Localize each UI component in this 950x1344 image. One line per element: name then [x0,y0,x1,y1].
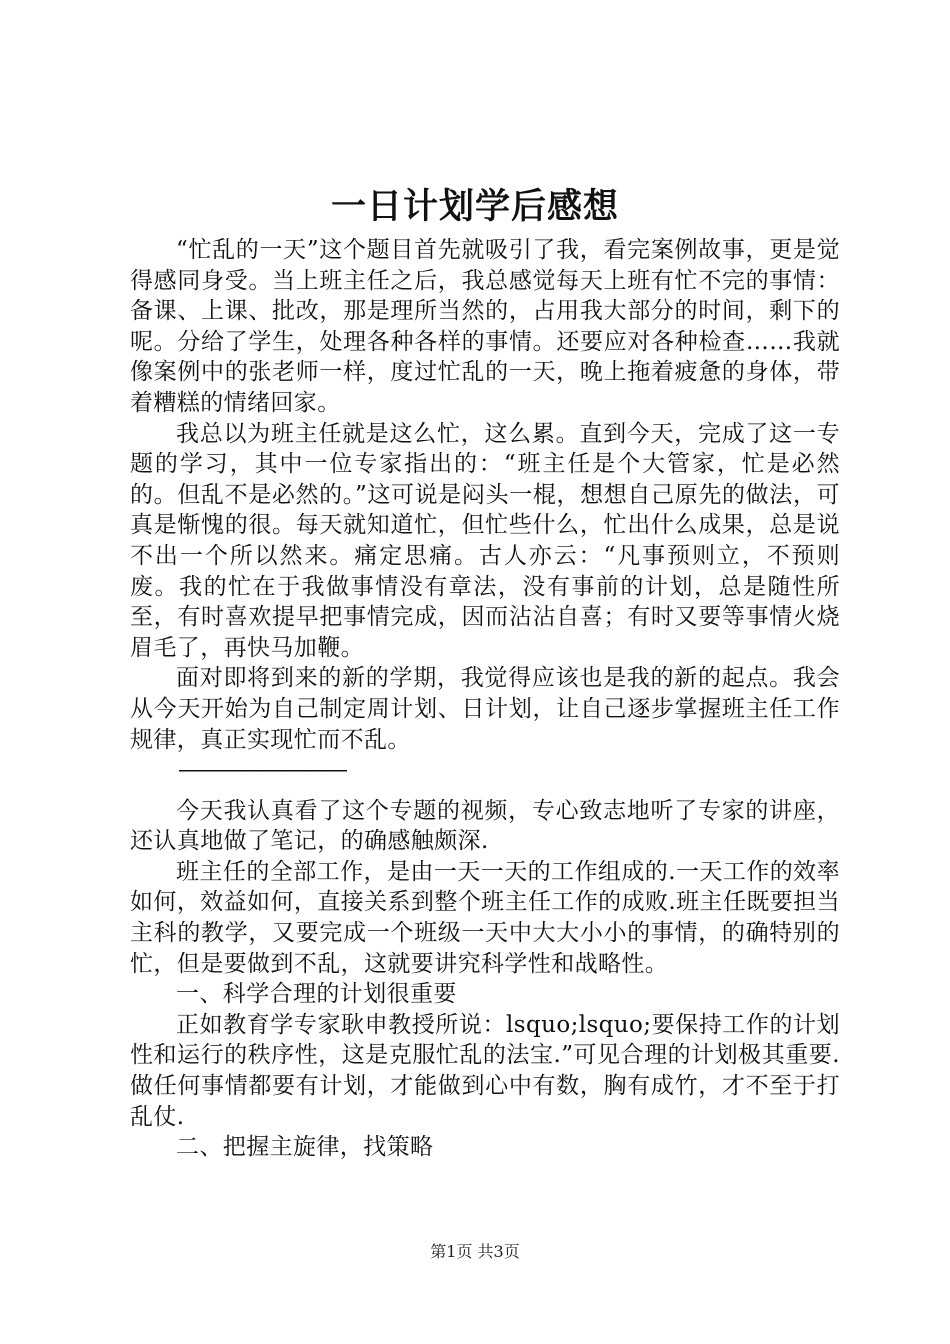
paragraph: 面对即将到来的新的学期，我觉得应该也是我的新的起点。我会从今天开始为自己制定周计划、日计划，让自己逐步掌握班主任工作规律，真正实现忙而不乱。 [130,665,840,753]
paragraph: 正如教育学专家耿申教授所说：lsquo;lsquo;要保持工作的计划性和运行的秩序性，这是克服忙乱的法宝.”可见合理的计划极其重要.做任何事情都要有计划，才能做到心中有数，胸有成竹，才不至于打乱仗. [130,1011,840,1130]
section-divider: ———————— [178,757,346,784]
section-heading: 一、科学合理的计划很重要 [176,981,457,1008]
paragraph: 班主任的全部工作，是由一天一天的工作组成的.一天工作的效率如何，效益如何，直接关系到整个班主任工作的成败.班主任既要担当主科的教学，又要完成一个班级一天中大大小小的事情，的确特别的忙，但是要做到不乱，这就要讲究科学性和战略性。 [130,858,840,977]
paragraph: 我总以为班主任就是这么忙，这么累。直到今天，完成了这一专题的学习，其中一位专家指出的：“班主任是个大管家，忙是必然的。但乱不是必然的。”这可说是闷头一棍，想想自己原先的做法，可真是惭愧的很。每天就知道忙，但忙些什么，忙出什么成果，总是说不出一个所以然来。痛定思痛。古人亦云：“凡事预则立，不预则废。我的忙在于我做事情没有章法，没有事前的计划，总是随性所至，有时喜欢提早把事情完成，因而沾沾自喜；有时又要等事情火烧眉毛了，再快马加鞭。 [130,420,840,661]
spacer [130,786,840,796]
section-heading: 二、把握主旋律，找策略 [176,1134,434,1161]
document-body [130,235,840,1163]
page-footer: 第1页 共3页 [430,1242,520,1261]
paragraph: 今天我认真看了这个专题的视频，专心致志地听了专家的讲座，还认真地做了笔记，的确感触颇深. [130,797,840,855]
paragraph: “忙乱的一天”这个题目首先就吸引了我，看完案例故事，更是觉得感同身受。当上班主任之后，我总感觉每天上班有忙不完的事情：备课、上课、批改，那是理所当然的，占用我大部分的时间，剩下的呢。分给了学生，处理各种各样的事情。还要应对各种检查……我就像案例中的张老师一样，度过忙乱的一天，晚上拖着疲惫的身体，带着糟糕的情绪回家。 [130,237,840,416]
document-title: 一日计划学后感想 [330,186,619,227]
